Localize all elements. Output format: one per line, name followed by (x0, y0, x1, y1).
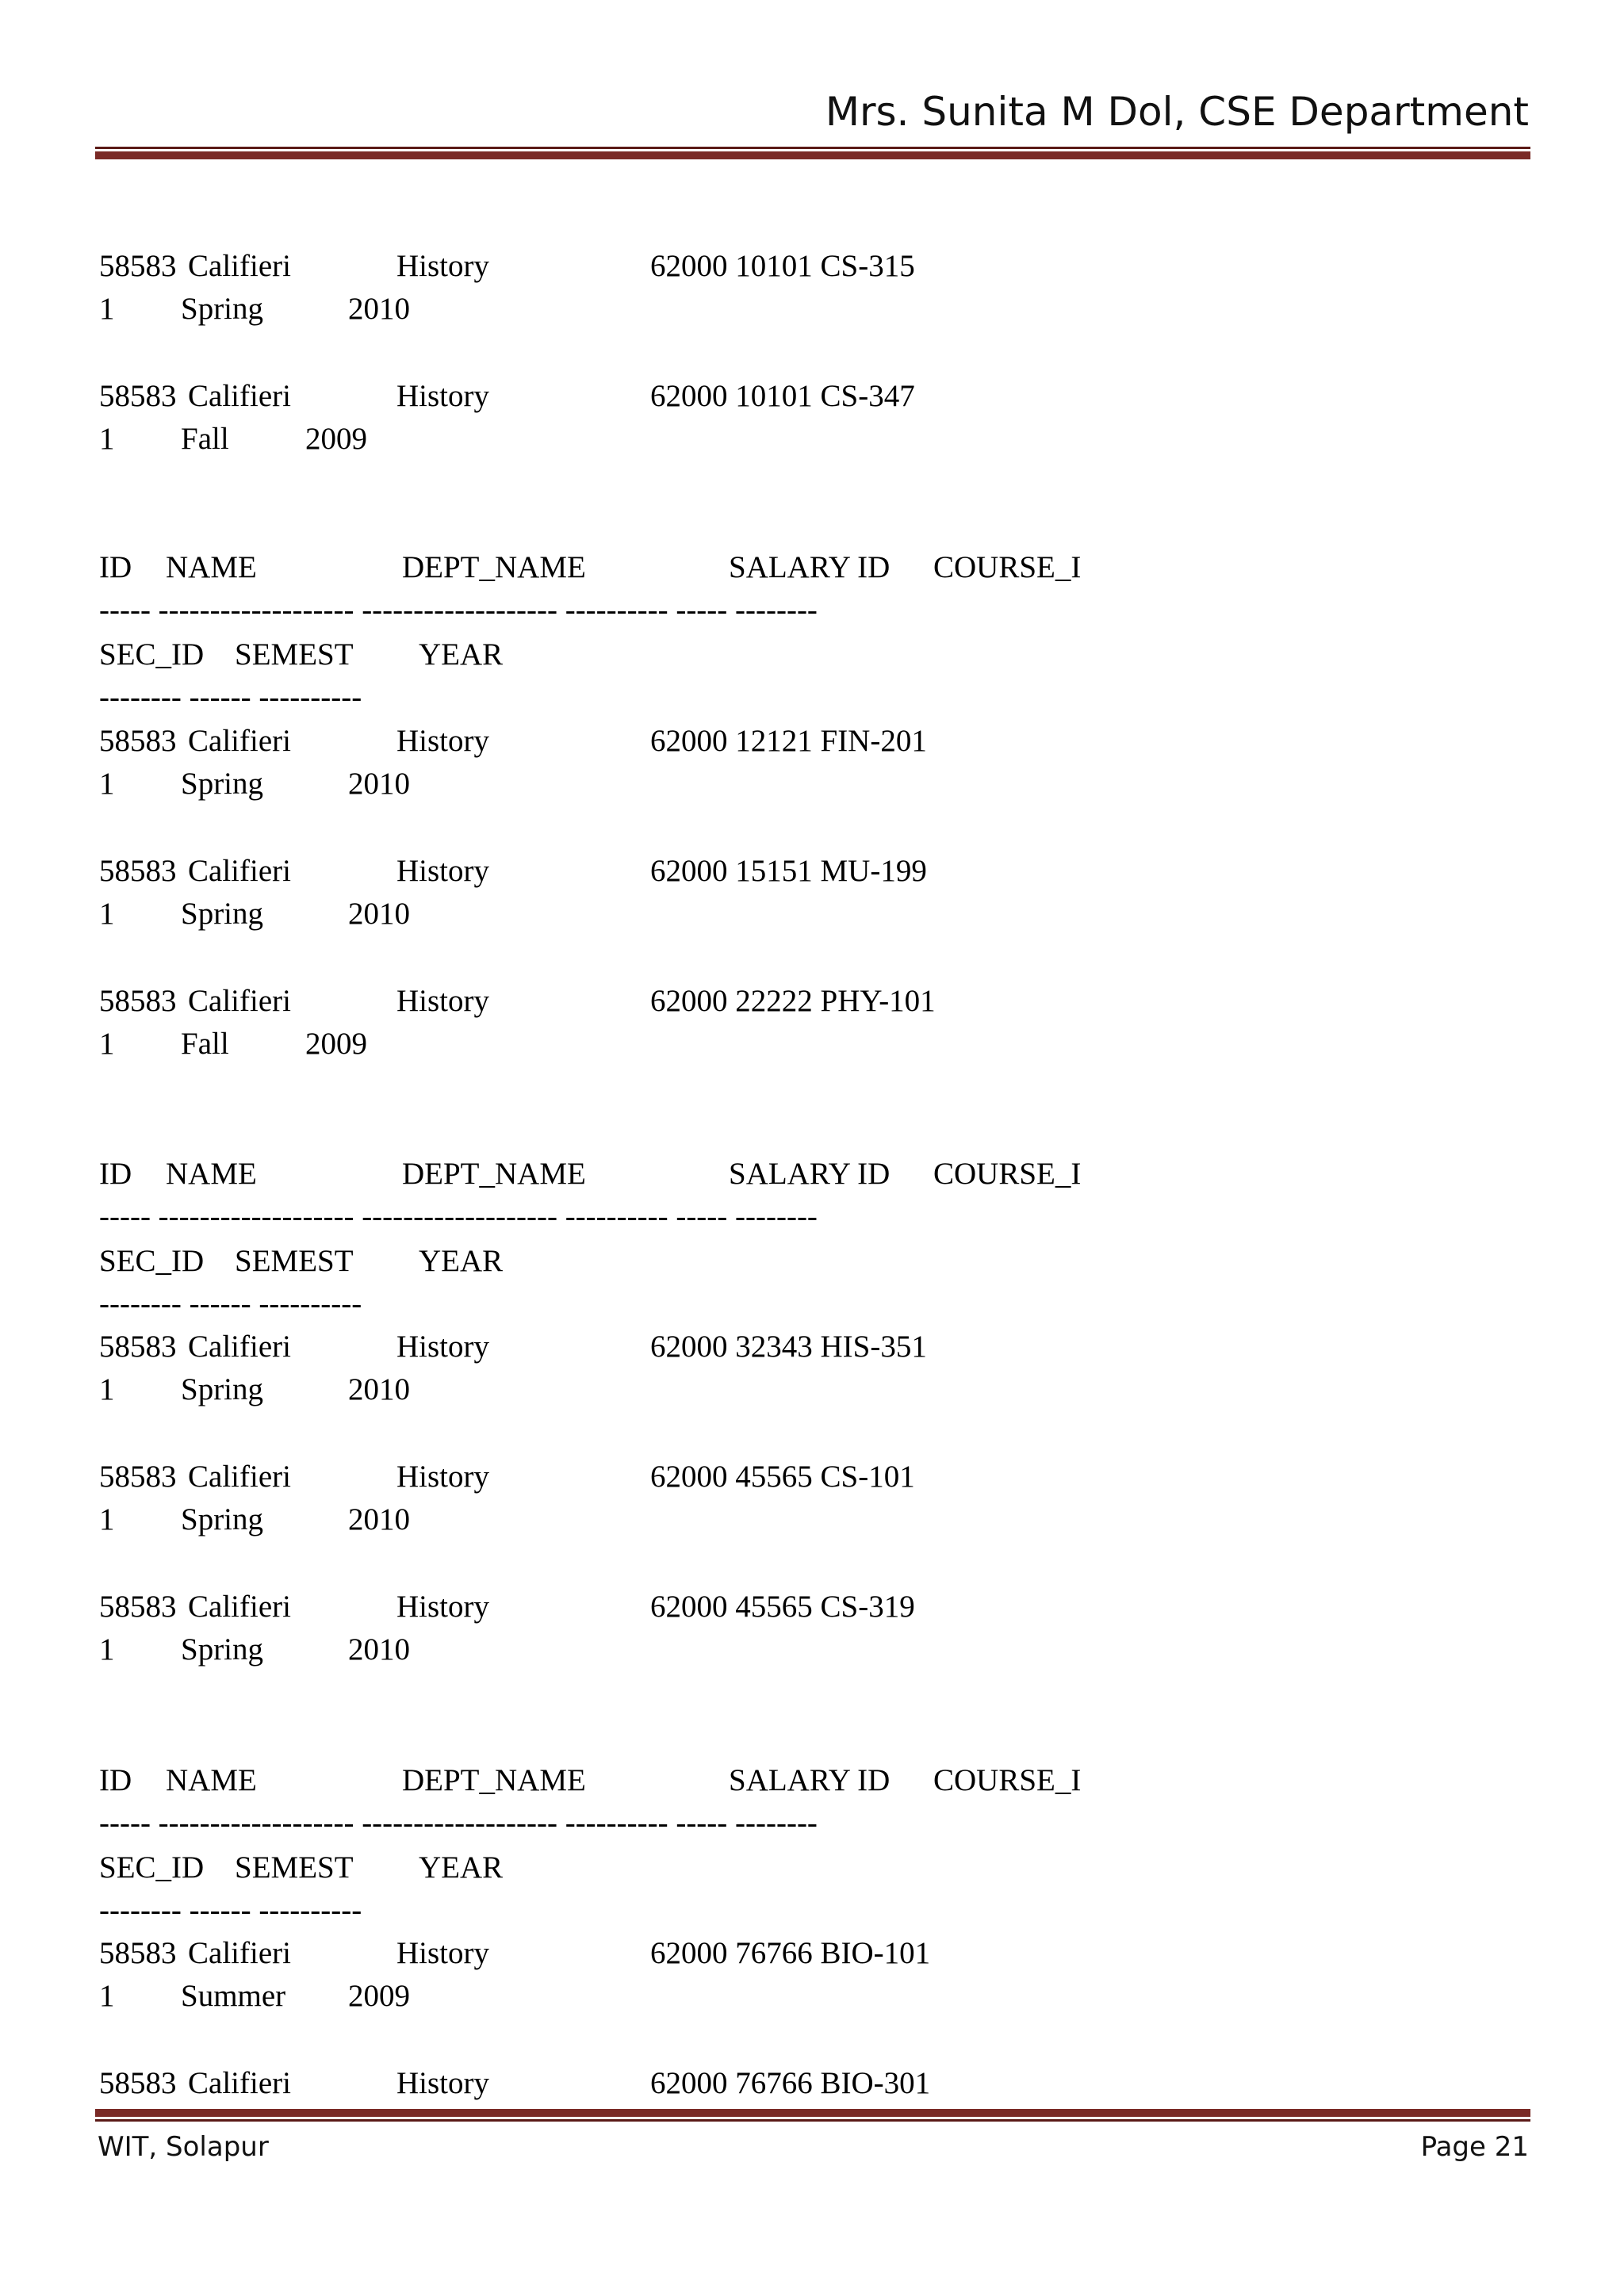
cell-sec-id: 1 (99, 1502, 115, 1536)
cell-name: Califieri (188, 984, 291, 1018)
cell-year: 2009 (348, 1979, 410, 2013)
page-header-title: Mrs. Sunita M Dol, CSE Department (825, 89, 1529, 135)
column-header-row (99, 1765, 1447, 1798)
cell-salary-id-course: 62000 10101 CS-347 (650, 379, 915, 413)
cell-year: 2010 (348, 897, 410, 931)
cell-dept-name: History (396, 1590, 489, 1624)
header-name: NAME (166, 1763, 257, 1797)
header-name: NAME (166, 550, 257, 584)
cell-name: Califieri (188, 379, 291, 413)
cell-dept-name: History (396, 984, 489, 1018)
dash-separator (99, 682, 1447, 715)
cell-name: Califieri (188, 854, 291, 888)
result-row (99, 251, 1447, 284)
cell-year: 2010 (348, 1372, 410, 1406)
cell-salary-id-course: 62000 45565 CS-101 (650, 1460, 915, 1494)
result-row (99, 725, 1447, 759)
result-row (99, 1331, 1447, 1364)
cell-sec-id: 1 (99, 1027, 115, 1061)
result-row (99, 1938, 1447, 1971)
cell-semester: Spring (181, 1502, 264, 1536)
cell-dept-name: History (396, 1460, 489, 1494)
cell-id: 58583 (99, 2066, 177, 2100)
cell-salary-id-course: 62000 76766 BIO-301 (650, 2066, 931, 2100)
cell-salary-id-course: 62000 12121 FIN-201 (650, 724, 927, 758)
cell-id: 58583 (99, 249, 177, 283)
header-sec-id: SEC_ID (99, 1244, 205, 1278)
header-dept-name: DEPT_NAME (402, 550, 586, 584)
header-sec-id: SEC_ID (99, 1850, 205, 1885)
cell-semester: Spring (181, 767, 264, 801)
cell-id: 58583 (99, 379, 177, 413)
cell-sec-id: 1 (99, 897, 115, 931)
separator-dashes: -------- ------ ---------- (99, 1893, 362, 1927)
header-salary-id: SALARY ID (729, 550, 891, 584)
cell-sec-id: 1 (99, 422, 115, 456)
dash-separator (99, 1895, 1447, 1928)
separator-dashes: ----- ------------------- ------------------- ---------- ----- -------- (99, 1806, 818, 1840)
separator-dashes: -------- ------ ---------- (99, 1287, 362, 1321)
dash-separator (99, 1808, 1447, 1841)
result-row-continuation (99, 1374, 1447, 1407)
column-subheader-row (99, 639, 1447, 672)
cell-semester: Spring (181, 292, 264, 326)
cell-sec-id: 1 (99, 1979, 115, 2013)
cell-id: 58583 (99, 984, 177, 1018)
cell-year: 2009 (305, 1027, 367, 1061)
cell-year: 2010 (348, 1632, 410, 1667)
cell-id: 58583 (99, 1460, 177, 1494)
cell-dept-name: History (396, 379, 489, 413)
separator-dashes: -------- ------ ---------- (99, 680, 362, 714)
result-row-continuation (99, 1634, 1447, 1667)
cell-name: Califieri (188, 724, 291, 758)
cell-sec-id: 1 (99, 1632, 115, 1667)
cell-name: Califieri (188, 1460, 291, 1494)
footer-page-number: Page 21 (1420, 2131, 1529, 2163)
cell-salary-id-course: 62000 15151 MU-199 (650, 854, 927, 888)
cell-name: Califieri (188, 249, 291, 283)
dash-separator (99, 1201, 1447, 1234)
cell-name: Califieri (188, 1590, 291, 1624)
cell-salary-id-course: 62000 10101 CS-315 (650, 249, 915, 283)
header-sec-id: SEC_ID (99, 637, 205, 672)
header-year: YEAR (419, 637, 504, 672)
header-dept-name: DEPT_NAME (402, 1157, 586, 1191)
header-course-id: COURSE_I (933, 1157, 1082, 1191)
cell-salary-id-course: 62000 32343 HIS-351 (650, 1330, 927, 1364)
result-row (99, 985, 1447, 1019)
cell-name: Califieri (188, 1330, 291, 1364)
column-subheader-row (99, 1246, 1447, 1279)
result-row (99, 855, 1447, 889)
header-id: ID (99, 1763, 132, 1797)
result-row-continuation (99, 768, 1447, 802)
cell-name: Califieri (188, 2066, 291, 2100)
cell-id: 58583 (99, 1330, 177, 1364)
header-semester: SEMEST (235, 1850, 354, 1885)
header-id: ID (99, 1157, 132, 1191)
header-course-id: COURSE_I (933, 1763, 1082, 1797)
header-year: YEAR (419, 1850, 504, 1885)
column-header-row (99, 552, 1447, 585)
result-row-continuation (99, 1980, 1447, 2014)
dash-separator (99, 595, 1447, 628)
cell-year: 2010 (348, 767, 410, 801)
result-row-continuation (99, 293, 1447, 327)
dash-separator (99, 1288, 1447, 1322)
cell-id: 58583 (99, 724, 177, 758)
header-salary-id: SALARY ID (729, 1157, 891, 1191)
cell-salary-id-course: 62000 45565 CS-319 (650, 1590, 915, 1624)
result-row (99, 2068, 1447, 2101)
cell-dept-name: History (396, 854, 489, 888)
header-course-id: COURSE_I (933, 550, 1082, 584)
cell-semester: Spring (181, 1632, 264, 1667)
header-id: ID (99, 550, 132, 584)
header-salary-id: SALARY ID (729, 1763, 891, 1797)
cell-id: 58583 (99, 1590, 177, 1624)
cell-id: 58583 (99, 1936, 177, 1970)
cell-sec-id: 1 (99, 767, 115, 801)
header-semester: SEMEST (235, 1244, 354, 1278)
header-dept-name: DEPT_NAME (402, 1763, 586, 1797)
header-year: YEAR (419, 1244, 504, 1278)
header-name: NAME (166, 1157, 257, 1191)
footer-institution: WIT, Solapur (98, 2131, 269, 2163)
cell-salary-id-course: 62000 22222 PHY-101 (650, 984, 936, 1018)
cell-semester: Fall (181, 422, 229, 456)
cell-dept-name: History (396, 1936, 489, 1970)
column-header-row (99, 1158, 1447, 1192)
separator-dashes: ----- ------------------- ------------------- ---------- ----- -------- (99, 593, 818, 627)
result-row-continuation (99, 423, 1447, 457)
cell-sec-id: 1 (99, 292, 115, 326)
cell-semester: Summer (181, 1979, 286, 2013)
cell-name: Califieri (188, 1936, 291, 1970)
result-row-continuation (99, 1028, 1447, 1062)
result-row (99, 1461, 1447, 1494)
footer-rule (95, 2109, 1530, 2122)
cell-year: 2010 (348, 1502, 410, 1536)
cell-year: 2010 (348, 292, 410, 326)
cell-id: 58583 (99, 854, 177, 888)
cell-dept-name: History (396, 2066, 489, 2100)
cell-semester: Fall (181, 1027, 229, 1061)
cell-semester: Spring (181, 1372, 264, 1406)
cell-dept-name: History (396, 249, 489, 283)
column-subheader-row (99, 1852, 1447, 1885)
result-row-continuation (99, 1504, 1447, 1537)
result-row-continuation (99, 898, 1447, 932)
result-row (99, 1591, 1447, 1624)
header-rule (95, 147, 1530, 159)
header-semester: SEMEST (235, 637, 354, 672)
cell-sec-id: 1 (99, 1372, 115, 1406)
separator-dashes: ----- ------------------- ------------------- ---------- ----- -------- (99, 1200, 818, 1234)
cell-year: 2009 (305, 422, 367, 456)
cell-dept-name: History (396, 1330, 489, 1364)
result-row (99, 381, 1447, 414)
cell-salary-id-course: 62000 76766 BIO-101 (650, 1936, 931, 1970)
cell-semester: Spring (181, 897, 264, 931)
cell-dept-name: History (396, 724, 489, 758)
